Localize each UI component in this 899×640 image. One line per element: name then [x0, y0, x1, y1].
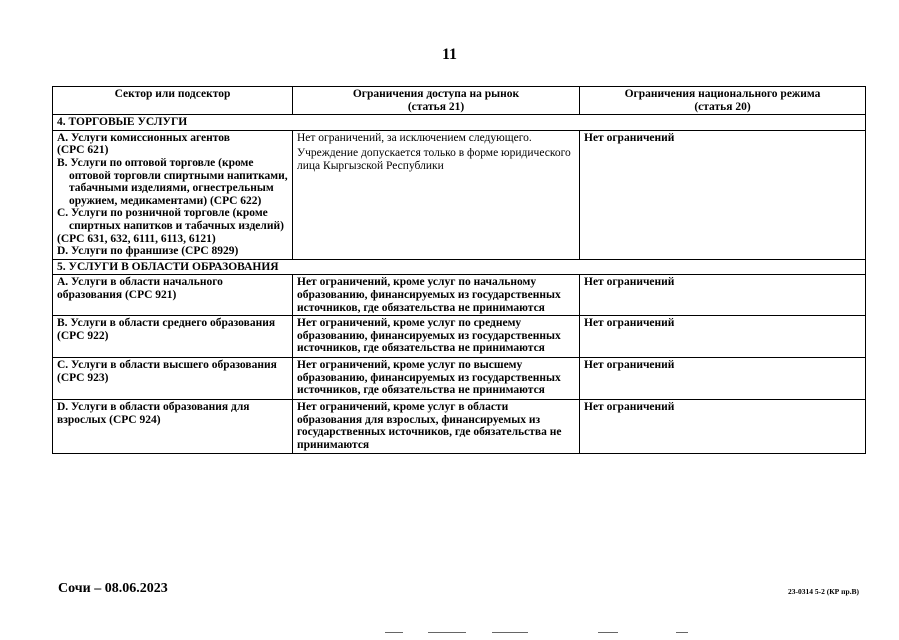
sector-name: B. Услуги по оптовой торговле (кроме оптовой торговли спиртными напитками, табачными изделиями, огнестрельным оружием, медикаментами) (CPC 622) [57, 156, 288, 207]
market-access-cell: Нет ограничений, кроме услуг по высшему образованию, финансируемых из государственных источников, где обязательства не принимаются [293, 358, 580, 400]
sector-item [57, 132, 288, 157]
sector-cell [53, 130, 293, 259]
column-header-article: (статья 21) [407, 100, 465, 113]
column-header-label: Ограничения доступа на рынок [352, 88, 520, 100]
national-treatment-cell: Нет ограничений [580, 275, 866, 316]
section-row [53, 115, 866, 131]
sector-item [57, 207, 288, 245]
market-access-text: Учреждение допускается только в форме юридического лица Кыргызской Республики [297, 147, 571, 172]
national-treatment-cell: Нет ограничений [580, 130, 866, 259]
sector-cell: C. Услуги в области высшего образования (CPC 923) [53, 358, 293, 400]
column-header-label: Ограничения национального режима [624, 88, 821, 100]
sector-name: C. Услуги по розничной торговле (кроме спиртных напитков и табачных изделий) [57, 207, 284, 232]
national-treatment-cell: Нет ограничений [580, 316, 866, 358]
market-access-cell [293, 130, 580, 259]
table-row [53, 358, 866, 400]
table-row [53, 400, 866, 454]
page-number: 11 [441, 46, 458, 63]
commitments-table [52, 86, 866, 454]
sector-name: D. Услуги по франшизе (CPC 8929) [57, 245, 239, 258]
column-header-market-access [293, 87, 580, 115]
column-header-article: (статья 20) [694, 100, 751, 113]
national-treatment-cell: Нет ограничений [580, 400, 866, 454]
table-row [53, 275, 866, 316]
market-access-cell: Нет ограничений, кроме услуг в области образования для взрослых, финансируемых из государственных источников, где обязательства не принимаются [293, 400, 580, 454]
sector-name: A. Услуги комиссионных агентов [57, 131, 230, 144]
table-row [53, 130, 866, 259]
table-header-row [53, 87, 866, 115]
market-access-cell: Нет ограничений, кроме услуг по среднему образованию, финансируемых из государственных источников, где обязательства не принимаются [293, 316, 580, 358]
sector-cell: D. Услуги в области образования для взрослых (CPC 924) [53, 400, 293, 454]
sector-item [57, 245, 288, 258]
sector-cpc: (CPC 631, 632, 6111, 6113, 6121) [57, 232, 216, 245]
section-row [53, 259, 866, 275]
column-header-national-treatment [580, 87, 866, 115]
sector-item [57, 157, 288, 207]
market-access-cell: Нет ограничений, кроме услуг по начальному образованию, финансируемых из государственных источников, где обязательства не принимаются [293, 275, 580, 316]
sector-cpc: (CPC 621) [57, 144, 109, 157]
sector-cell: A. Услуги в области начального образования (CPC 921) [53, 275, 293, 316]
section-title-education: 5. УСЛУГИ В ОБЛАСТИ ОБРАЗОВАНИЯ [53, 259, 866, 275]
national-treatment-cell: Нет ограничений [580, 358, 866, 400]
scan-artifact-marks [0, 632, 899, 635]
section-title-trade: 4. ТОРГОВЫЕ УСЛУГИ [53, 115, 866, 131]
table-row [53, 316, 866, 358]
footer-place-date: Сочи – 08.06.2023 [58, 581, 168, 596]
column-header-label: Сектор или подсектор [114, 88, 231, 100]
sector-cell: B. Услуги в области среднего образования (CPC 922) [53, 316, 293, 358]
market-access-text: Нет ограничений, за исключением следующего. [297, 131, 532, 144]
column-header-sector [53, 87, 293, 115]
footer-doc-code: 23-0314 5-2 (КР пр.В) [787, 587, 859, 596]
